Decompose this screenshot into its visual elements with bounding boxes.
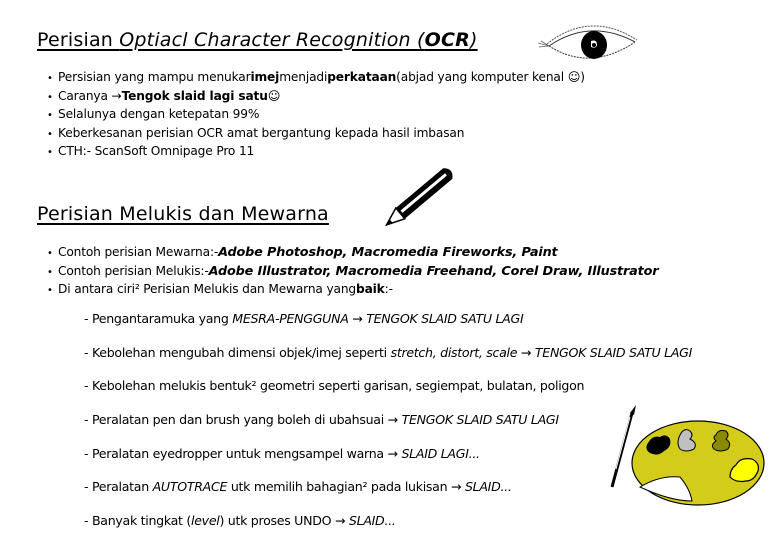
feature-text: ) utk proses UNDO bbox=[219, 513, 335, 528]
feature-link-text: TENGOK SLAID SATU LAGI bbox=[401, 412, 559, 427]
arrow-icon: → bbox=[348, 311, 367, 326]
bullet-dot: • bbox=[47, 128, 53, 140]
section-title-ocr bbox=[37, 29, 478, 51]
section-title-drawing: Perisian Melukis dan Mewarna bbox=[37, 203, 329, 225]
bullet-item bbox=[47, 69, 585, 88]
feature-line bbox=[84, 378, 584, 393]
bullet-text: menjadi bbox=[279, 70, 328, 84]
bullet-bold: Tengok slaid lagi satu bbox=[121, 88, 268, 103]
arrow-icon: → bbox=[517, 345, 535, 360]
feature-italic: MESRA-PENGGUNA bbox=[232, 311, 349, 326]
arrow-icon: → bbox=[450, 479, 465, 494]
feature-line bbox=[84, 412, 559, 427]
bullet-item bbox=[47, 263, 658, 282]
bullet-text: Contoh perisian Melukis:- bbox=[58, 263, 209, 278]
bullet-text: ☺ bbox=[267, 88, 281, 103]
feature-italic: level bbox=[191, 513, 220, 528]
bullet-text: Keberkesanan perisian OCR amat bergantung kepada hasil imbasan bbox=[58, 125, 465, 140]
bullet-text: (abjad yang komputer kenal ☺) bbox=[396, 70, 585, 84]
bullet-bold: imej bbox=[250, 70, 280, 84]
feature-text: - Peralatan bbox=[84, 479, 153, 494]
arrow-icon: → bbox=[387, 446, 402, 461]
bullet-software: Adobe Illustrator, Macromedia Freehand, Corel Draw, Illustrator bbox=[208, 263, 659, 279]
paint-palette-icon bbox=[600, 405, 770, 510]
bullet-text: Caranya → bbox=[58, 88, 122, 103]
feature-link-text: SLAID LAGI... bbox=[401, 446, 480, 461]
bullet-item bbox=[47, 143, 585, 162]
bullet-dot: • bbox=[47, 110, 53, 122]
feature-text: - Kebolehan melukis bentuk² geometri seperti garisan, segiempat, bulatan, poligon bbox=[84, 378, 585, 393]
ocr-bullet-list bbox=[47, 69, 585, 162]
feature-text: - Peralatan pen dan brush yang boleh di ubahsuai bbox=[84, 412, 388, 427]
feature-link-text: TENGOK SLAID SATU LAGI bbox=[534, 345, 693, 360]
arrow-icon: → bbox=[334, 513, 349, 528]
feature-text: - Peralatan eyedropper untuk mengsampel warna bbox=[84, 446, 388, 461]
title-bold: OCR bbox=[424, 29, 470, 51]
bullet-text: CTH:- ScanSoft Omnipage Pro 11 bbox=[58, 144, 255, 159]
feature-italic: stretch, distort, scale bbox=[390, 345, 518, 360]
bullet-item bbox=[47, 88, 585, 107]
title-close: ) bbox=[469, 29, 478, 51]
bullet-dot: • bbox=[47, 285, 53, 297]
feature-link-text: SLAID... bbox=[464, 479, 512, 494]
bullet-item bbox=[47, 281, 658, 300]
feature-text: utk memilih bahagian² pada lukisan bbox=[227, 479, 451, 494]
bullet-bold: perkataan bbox=[327, 70, 397, 84]
drawing-bullet-list bbox=[47, 244, 658, 300]
bullet-item bbox=[47, 106, 585, 125]
bullet-text: Selalunya dengan ketepatan 99% bbox=[58, 107, 260, 122]
feature-text: - Banyak tingkat ( bbox=[84, 513, 192, 528]
feature-line bbox=[84, 345, 692, 360]
bullet-item bbox=[47, 244, 658, 263]
bullet-software: Adobe Photoshop, Macromedia Fireworks, Paint bbox=[218, 245, 558, 260]
feature-line bbox=[84, 311, 523, 326]
feature-line bbox=[84, 446, 480, 461]
feature-link-text: SLAID... bbox=[348, 513, 396, 528]
feature-link-text: TENGOK SLAID SATU LAGI bbox=[366, 311, 524, 326]
bullet-dot: • bbox=[47, 73, 53, 84]
bullet-dot: • bbox=[47, 91, 53, 103]
title-plain: Perisian bbox=[37, 29, 120, 51]
bullet-text: Persisian yang mampu menukar bbox=[58, 70, 251, 84]
bullet-dot: • bbox=[47, 248, 53, 259]
bullet-dot: • bbox=[47, 147, 53, 159]
pencil-icon bbox=[380, 160, 462, 232]
bullet-text: Contoh perisian Mewarna:- bbox=[58, 245, 219, 259]
arrow-icon: → bbox=[387, 412, 402, 427]
title-italic: Optiacl Character Recognition ( bbox=[119, 29, 425, 51]
feature-text: - Kebolehan mengubah dimensi objek/imej seperti bbox=[84, 345, 391, 360]
bullet-bold: baik bbox=[356, 282, 385, 297]
bullet-dot: • bbox=[47, 266, 53, 278]
feature-line bbox=[84, 513, 396, 528]
bullet-text: :- bbox=[384, 282, 393, 297]
feature-line bbox=[84, 479, 512, 494]
feature-italic: AUTOTRACE bbox=[152, 479, 228, 494]
eye-icon bbox=[535, 16, 645, 64]
feature-text: - Pengantaramuka yang bbox=[84, 311, 233, 326]
bullet-item bbox=[47, 125, 585, 144]
bullet-text: Di antara ciri² Perisian Melukis dan Mewarna yang bbox=[58, 282, 356, 297]
